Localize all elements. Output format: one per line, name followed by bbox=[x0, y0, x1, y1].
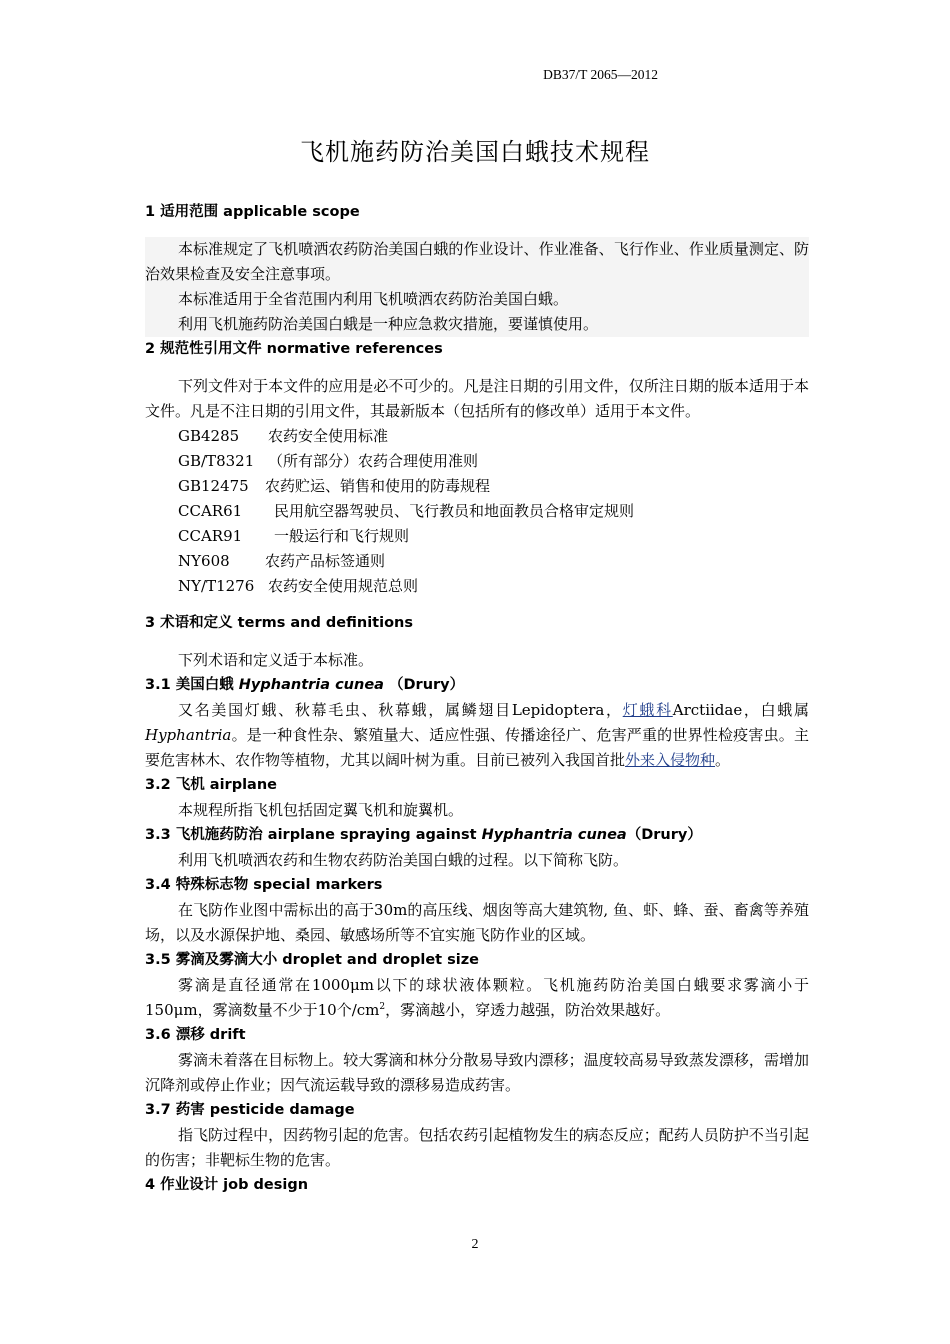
term-heading-3-1 bbox=[145, 673, 809, 698]
document-title: 飞机施药防治美国白蛾技术规程 bbox=[300, 138, 650, 166]
reference-item bbox=[145, 499, 809, 524]
term-definition: 指飞防过程中，因药物引起的危害。包括农药引起植物发生的病态反应；配药人员防护不当引起的伤害；非靶标生物的危害。 bbox=[145, 1126, 809, 1169]
text: 。 bbox=[715, 751, 731, 769]
term-heading-3-5: 3.5 雾滴及雾滴大小 droplet and droplet size bbox=[145, 952, 480, 968]
latin-name: Hyphantria cunea bbox=[238, 677, 384, 693]
reference-item bbox=[145, 574, 809, 599]
reference-code: CCAR91 bbox=[178, 527, 243, 545]
hyperlink-invasive-species[interactable]: 外来入侵物种 bbox=[625, 751, 716, 769]
term-definition: 在飞防作业图中需标出的高于30m的高压线、烟囱等高大建筑物, 鱼、虾、蜂、蚕、畜禽等养殖场，以及水源保护地、桑园、敏感场所等不宜实施飞防作业的区域。 bbox=[145, 901, 809, 944]
term-heading-text: 3.1 美国白蛾 bbox=[145, 677, 239, 693]
reference-item bbox=[145, 524, 809, 549]
term-definition bbox=[145, 698, 809, 773]
reference-item bbox=[145, 549, 809, 574]
reference-title: 一般运行和飞行规则 bbox=[274, 527, 410, 545]
paragraph: 下列术语和定义适于本标准。 bbox=[178, 651, 374, 669]
superscript: 2 bbox=[379, 1002, 386, 1012]
reference-title: 民用航空器驾驶员、飞行教员和地面教员合格审定规则 bbox=[274, 502, 635, 520]
term-heading-3-6: 3.6 漂移 drift bbox=[145, 1027, 246, 1043]
term-heading-text: （Drury） bbox=[626, 827, 702, 843]
page-number: 2 bbox=[471, 1237, 479, 1252]
latin-name: Hyphantria bbox=[145, 726, 232, 744]
term-definition: 本规程所指飞机包括固定翼飞机和旋翼机。 bbox=[178, 801, 464, 819]
text: Arctiidae，白蛾属 bbox=[672, 701, 809, 719]
paragraph: 本标准适用于全省范围内利用飞机喷洒农药防治美国白蛾。 bbox=[178, 290, 569, 308]
section-heading-1: 1 适用范围 applicable scope bbox=[145, 204, 360, 220]
reference-code: CCAR61 bbox=[178, 502, 243, 520]
term-heading-text: （Drury） bbox=[383, 677, 465, 693]
scope-block bbox=[145, 237, 809, 337]
hyperlink-arctiidae[interactable]: 灯蛾科 bbox=[622, 701, 673, 719]
paragraph: 下列文件对于本文件的应用是必不可少的。凡是注日期的引用文件，仅所注日期的版本适用于本文件。凡是不注日期的引用文件，其最新版本（包括所有的修改单）适用于本文件。 bbox=[145, 377, 809, 420]
term-heading-3-3 bbox=[145, 823, 809, 848]
section-heading-4: 4 作业设计 job design bbox=[145, 1177, 309, 1193]
section-heading-3: 3 术语和定义 terms and definitions bbox=[145, 615, 413, 631]
reference-title: 农药安全使用规范总则 bbox=[268, 577, 419, 595]
paragraph: 利用飞机施药防治美国白蛾是一种应急救灾措施，要谨慎使用。 bbox=[178, 315, 599, 333]
term-definition: 利用飞机喷洒农药和生物农药防治美国白蛾的过程。以下简称飞防。 bbox=[178, 851, 629, 869]
reference-title: （所有部分）农药合理使用准则 bbox=[268, 452, 479, 470]
reference-item bbox=[145, 449, 809, 474]
text: 又名美国灯蛾、秋幕毛虫、秋幕蛾，属鳞翅目Lepidoptera， bbox=[178, 701, 623, 719]
term-heading-3-2: 3.2 飞机 airplane bbox=[145, 777, 277, 793]
reference-title: 农药安全使用标准 bbox=[268, 427, 389, 445]
reference-item bbox=[145, 424, 809, 449]
term-heading-3-4: 3.4 特殊标志物 special markers bbox=[145, 877, 383, 893]
reference-item bbox=[145, 474, 809, 499]
document-body bbox=[145, 198, 809, 1198]
reference-code: GB/T8321 bbox=[178, 452, 255, 470]
text: ，雾滴越小，穿透力越强，防治效果越好。 bbox=[385, 1001, 671, 1019]
term-heading-text: 3.3 飞机施药防治 airplane spraying against bbox=[145, 827, 482, 843]
latin-name: Hyphantria cunea bbox=[481, 827, 627, 843]
term-heading-3-7: 3.7 药害 pesticide damage bbox=[145, 1102, 355, 1118]
text: 。是一种食性杂、繁殖量大、适应性强、传播途径广、危害严重的世界性检疫害虫。主要危害林木、农作物等植物，尤其以阔叶树为重。目前已被列入我国首批 bbox=[145, 726, 809, 769]
term-definition bbox=[145, 973, 809, 1023]
section-heading-2: 2 规范性引用文件 normative references bbox=[145, 341, 443, 357]
reference-code: GB12475 bbox=[178, 477, 249, 495]
reference-title: 农药贮运、销售和使用的防毒规程 bbox=[265, 477, 491, 495]
reference-code: GB4285 bbox=[178, 427, 240, 445]
standard-number: DB37/T 2065—2012 bbox=[543, 67, 658, 82]
paragraph: 本标准规定了飞机喷洒农药防治美国白蛾的作业设计、作业准备、飞行作业、作业质量测定、防治效果检查及安全注意事项。 bbox=[145, 240, 809, 283]
reference-code: NY/T1276 bbox=[178, 577, 255, 595]
reference-code: NY608 bbox=[178, 552, 230, 570]
term-definition: 雾滴未着落在目标物上。较大雾滴和林分分散易导致内漂移；温度较高易导致蒸发漂移，需增加沉降剂或停止作业；因气流运载导致的漂移易造成药害。 bbox=[145, 1051, 809, 1094]
reference-title: 农药产品标签通则 bbox=[265, 552, 386, 570]
text: 雾滴是直径通常在1000μm以下的球状液体颗粒。飞机施药防治美国白蛾要求雾滴小于150μm，雾滴数量不少于10个/cm bbox=[145, 976, 809, 1019]
